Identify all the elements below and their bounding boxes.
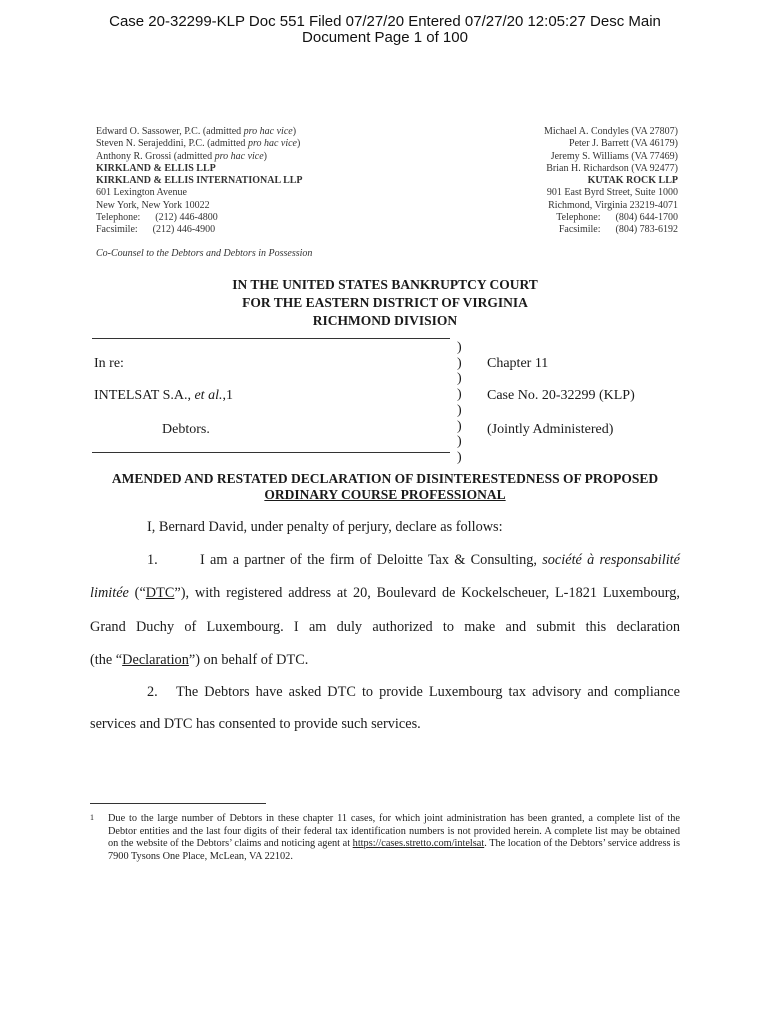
counsel-line: New York, New York 10022 (96, 199, 210, 211)
counsel-line: Brian H. Richardson (VA 92477) (546, 162, 678, 174)
filing-stamp-line1: Case 20-32299-KLP Doc 551 Filed 07/27/20 Entered 07/27/20 12:05:27 Desc Main (109, 13, 661, 30)
paragraph-1-line-3: Grand Duchy of Luxembourg. I am duly authorized to make and submit this declaration (90, 619, 680, 635)
firm-name: KIRKLAND & ELLIS INTERNATIONAL LLP (96, 175, 303, 187)
firm-name: KIRKLAND & ELLIS LLP (96, 162, 216, 174)
jointly-administered-label: (Jointly Administered) (487, 422, 614, 437)
counsel-line: Anthony R. Grossi (admitted pro hac vice) (96, 150, 268, 162)
paragraph-2-line-1: The Debtors have asked DTC to provide Luxembourg tax advisory and compliance (176, 684, 680, 700)
left-counsel-block (96, 126, 396, 237)
footnote-separator (90, 803, 266, 804)
counsel-line: Facsimile: (804) 783-6192 (558, 224, 678, 236)
debtor-name: INTELSAT S.A., et al.,1 (94, 388, 233, 403)
counsel-line: Edward O. Sassower, P.C. (admitted pro hac vice) (96, 126, 297, 137)
title-line1: AMENDED AND RESTATED DECLARATION OF DISINTERESTEDNESS OF PROPOSED (111, 471, 659, 486)
counsel-line: Richmond, Virginia 23219-4071 (548, 199, 678, 211)
paragraph-1-line-2: limitée (“DTC”), with registered address at 20, Boulevard de Kockelscheuer, L-1821 Luxembourg, (90, 585, 680, 601)
court-name: IN THE UNITED STATES BANKRUPTCY COURT (232, 277, 538, 292)
court-district: FOR THE EASTERN DISTRICT OF VIRGINIA (242, 295, 528, 310)
document-title (0, 471, 770, 503)
debtors-label: Debtors. (162, 422, 210, 437)
court-division: RICHMOND DIVISION (312, 313, 458, 328)
counsel-line: Steven N. Serajeddini, P.C. (admitted pro hac vice) (96, 138, 301, 150)
counsel-line: Michael A. Condyles (VA 27807) (544, 126, 678, 137)
in-re-label: In re: (94, 356, 124, 371)
caption-parentheses: ) ) ) ) ) ) ) ) (457, 340, 462, 465)
claims-agent-link[interactable]: https://cases.stretto.com/intelsat (352, 838, 485, 850)
right-counsel-block (418, 126, 678, 237)
paragraph-number: 2. (147, 684, 158, 700)
counsel-line: Peter J. Barrett (VA 46179) (569, 138, 678, 150)
caption-rule-top (92, 338, 450, 339)
firm-name: KUTAK ROCK LLP (587, 175, 678, 187)
co-counsel-note: Co-Counsel to the Debtors and Debtors in Possession (96, 248, 313, 259)
filing-stamp-line2: Document Page 1 of 100 (302, 29, 468, 46)
paragraph-1-line-1: I am a partner of the firm of Deloitte Tax & Consulting, société à responsabilité (200, 552, 680, 568)
footnote-marker: 1 (90, 813, 94, 822)
paragraph-2-line-2: services and DTC has consented to provide such services. (90, 716, 421, 732)
counsel-line: 901 East Byrd Street, Suite 1000 (546, 187, 678, 199)
case-number: Case No. 20-32299 (KLP) (487, 388, 635, 403)
counsel-line: 601 Lexington Avenue (96, 187, 187, 199)
intro-statement: I, Bernard David, under penalty of perjury, declare as follows: (147, 519, 503, 535)
footnote-text: Due to the large number of Debtors in these chapter 11 cases, for which joint administration has been granted, a complete list of the Debtor entities and the last four digits of their federal tax identification numbers is not provided herein. A complete list may be obtained on the website of the Debtors’ claims and noticing agent at https://cases.stretto.com/intelsat. The location of the Debtors’ service address is 7900 Tysons One Place, McLean, VA 22102. (108, 813, 680, 862)
caption-rule-bottom (92, 452, 450, 453)
paragraph-number: 1. (147, 552, 158, 568)
chapter-label: Chapter 11 (487, 356, 549, 371)
counsel-line: Telephone: (212) 446-4800 (96, 212, 218, 224)
counsel-line: Telephone: (804) 644-1700 (556, 212, 678, 224)
counsel-line: Jeremy S. Williams (VA 77469) (550, 150, 678, 162)
paragraph-1-line-4: (the “Declaration”) on behalf of DTC. (90, 652, 309, 668)
court-heading (0, 276, 770, 330)
title-line2: ORDINARY COURSE PROFESSIONAL (264, 487, 506, 502)
counsel-line: Facsimile: (212) 446-4900 (96, 224, 216, 236)
